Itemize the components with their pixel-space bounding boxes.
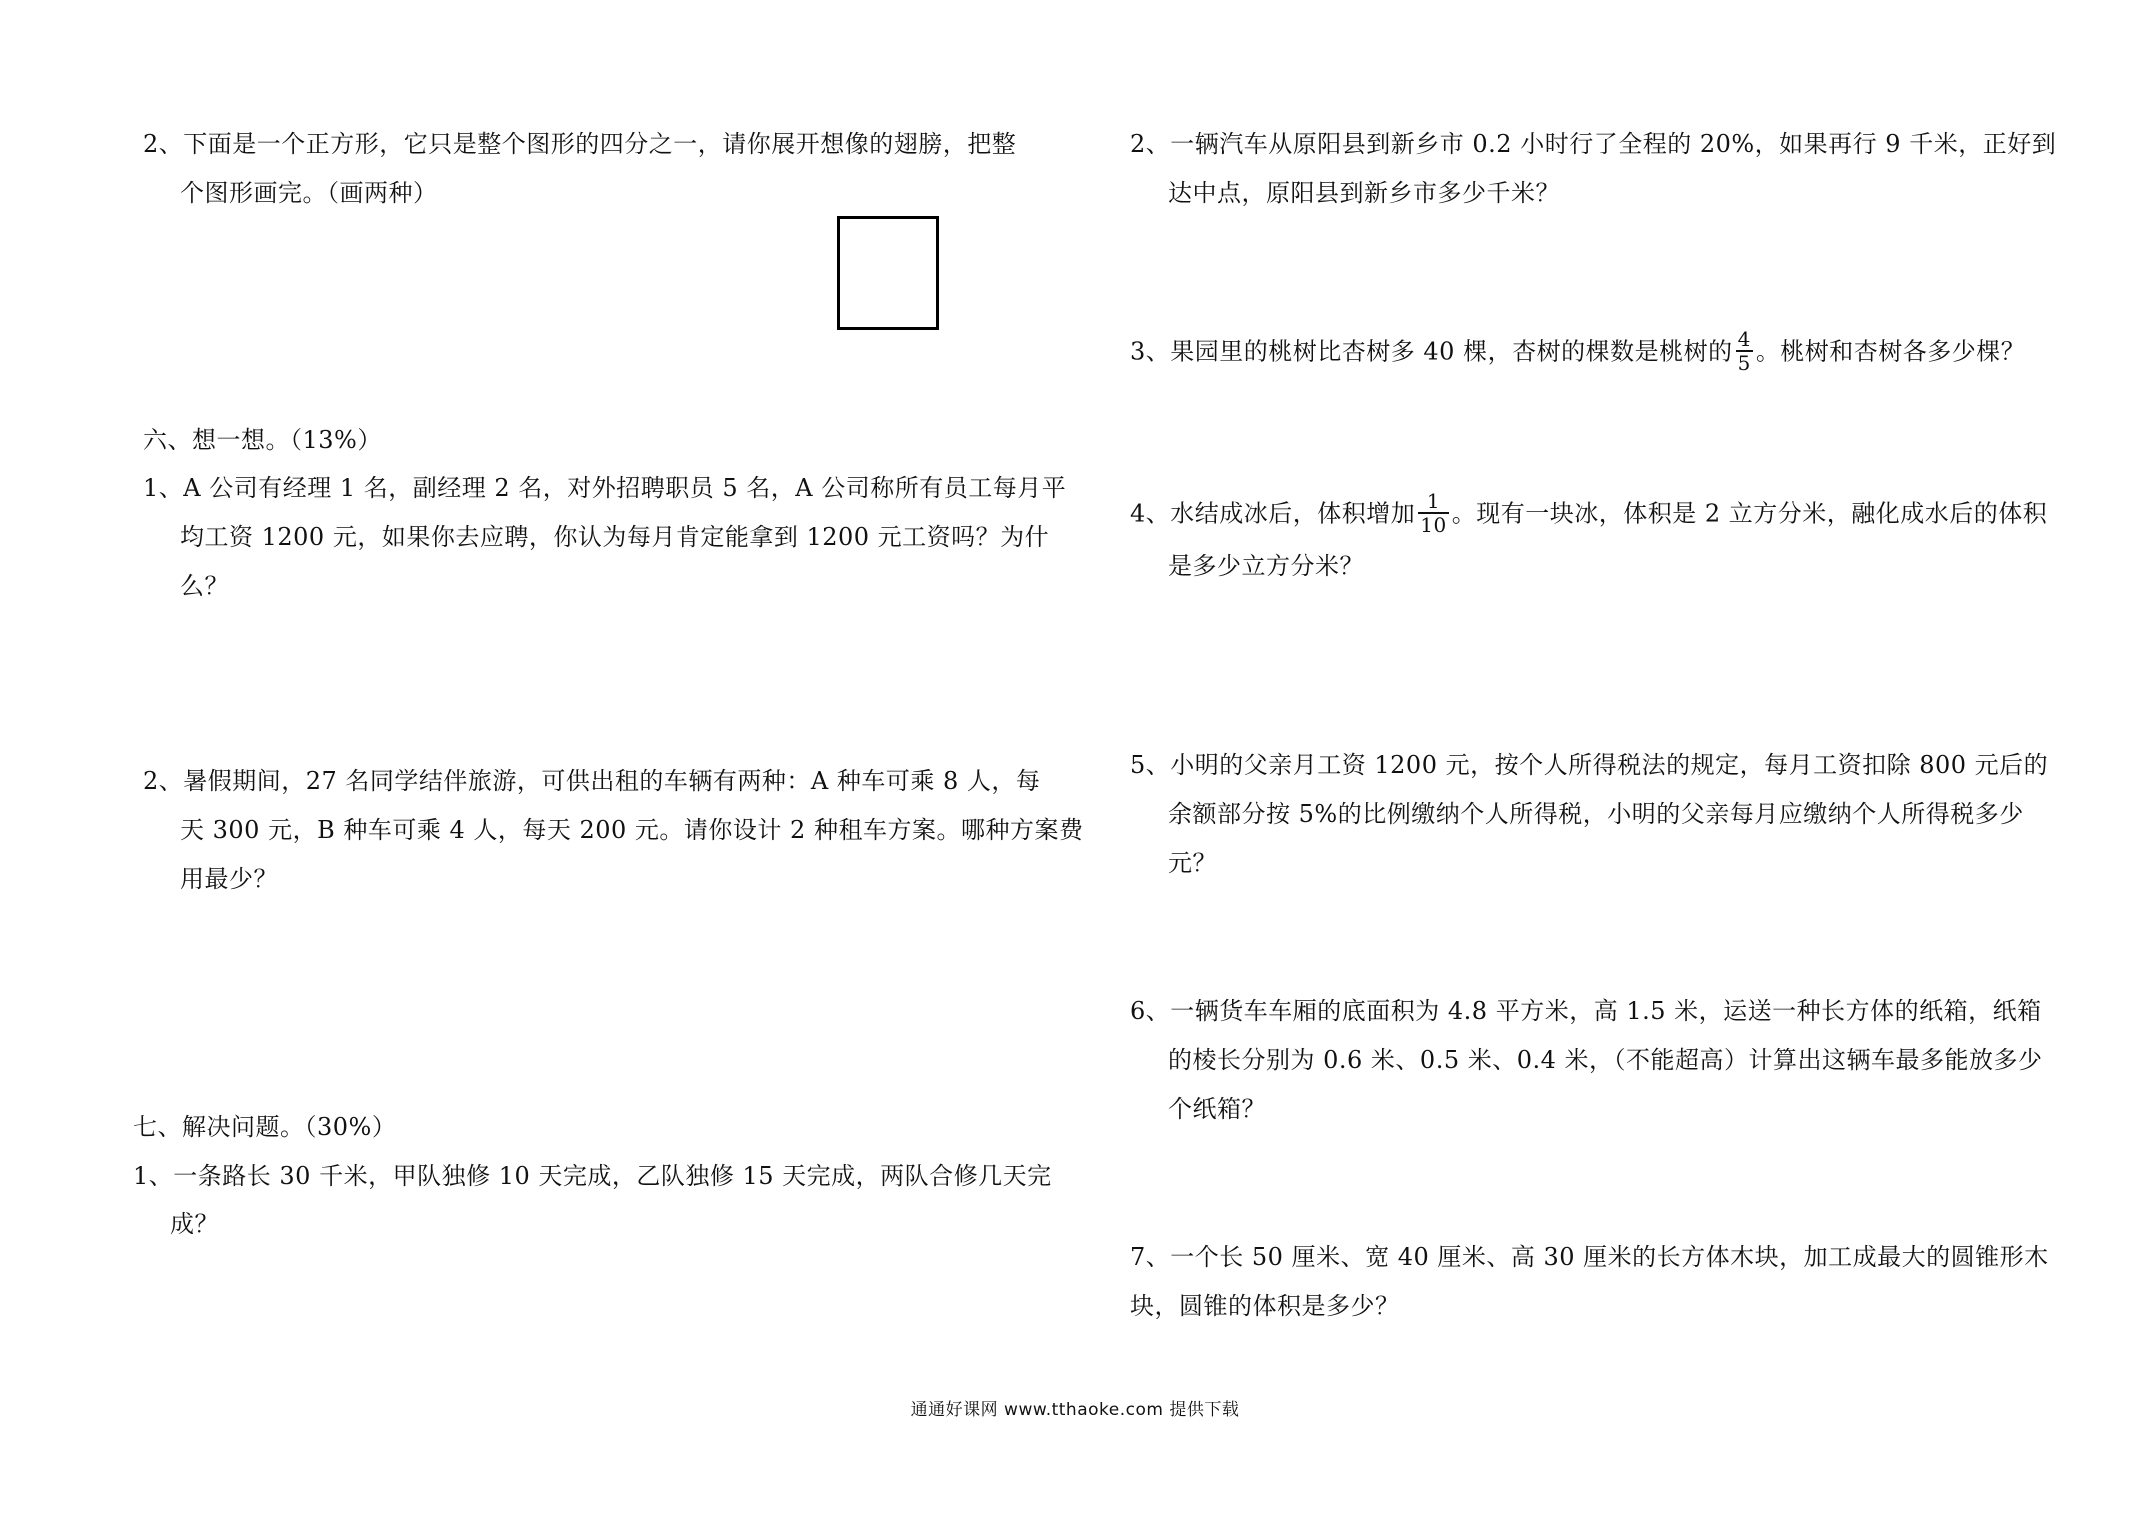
- left-q2-line2: 个图形画完。（画两种）: [180, 179, 438, 207]
- section6-q1-line2: 均工资 1200 元，如果你去应聘，你认为每月肯定能拿到 1200 元工资吗？为什: [180, 523, 1050, 551]
- right-q4-fraction-denominator: 10: [1420, 513, 1447, 537]
- section6-q1-line1: 1、A 公司有经理 1 名，副经理 2 名，对外招聘职员 5 名，A 公司称所有员工每月平: [143, 474, 1067, 502]
- right-q2-line1: 2、一辆汽车从原阳县到新乡市 0.2 小时行了全程的 20%，如果再行 9 千米，正好到: [1130, 130, 2057, 158]
- right-q3-line: [1130, 327, 2026, 376]
- right-q3-fraction-denominator: 5: [1737, 351, 1751, 375]
- right-q5-line2: 余额部分按 5%的比例缴纳个人所得税，小明的父亲每月应缴纳个人所得税多少: [1168, 800, 2024, 828]
- right-q7-line2: 块，圆锥的体积是多少？: [1130, 1292, 1400, 1320]
- right-q4-line1: [1130, 489, 2048, 538]
- right-q5-line1: 5、小明的父亲月工资 1200 元，按个人所得税法的规定，每月工资扣除 800 元后的: [1130, 751, 2049, 779]
- right-q2-line2: 达中点，原阳县到新乡市多少千米？: [1168, 179, 1560, 207]
- right-q6-line2: 的棱长分别为 0.6 米、0.5 米、0.4 米，（不能超高）计算出这辆车最多能放多少: [1168, 1046, 2043, 1074]
- right-q4-text-before: 4、水结成冰后，体积增加: [1130, 499, 1416, 528]
- right-q4-fraction: [1418, 490, 1448, 536]
- right-q3-text-before: 3、果园里的桃树比杏树多 40 棵，杏树的棵数是桃树的: [1130, 337, 1733, 366]
- right-q3-fraction-numerator: 4: [1737, 327, 1751, 351]
- section7-heading: 七、解决问题。（30%）: [133, 1113, 397, 1141]
- right-q4-fraction-numerator: 1: [1418, 490, 1448, 514]
- right-q3-fraction: [1736, 328, 1753, 374]
- right-q3-text-after: 。桃树和杏树各多少棵？: [1755, 337, 2026, 366]
- section6-q2-line1: 2、暑假期间，27 名同学结伴旅游，可供出租的车辆有两种：A 种车可乘 8 人，每: [143, 767, 1041, 795]
- section6-q1-line3: 么？: [180, 572, 229, 600]
- right-q5-line3: 元？: [1168, 849, 1217, 877]
- section6-q2-line3: 用最少？: [180, 865, 278, 893]
- section7-q1-line1: 1、一条路长 30 千米，甲队独修 10 天完成，乙队独修 15 天完成，两队合修几天完: [133, 1162, 1052, 1190]
- right-q7-line1: 7、一个长 50 厘米、宽 40 厘米、高 30 厘米的长方体木块，加工成最大的圆锥形木: [1130, 1243, 2049, 1271]
- left-q2-line1: 2、下面是一个正方形，它只是整个图形的四分之一，请你展开想像的翅膀，把整: [143, 130, 1017, 158]
- page-footer: 通通好课网 www.tthaoke.com 提供下载: [910, 1400, 1240, 1420]
- section6-heading: 六、想一想。（13%）: [143, 426, 382, 454]
- section6-q2-line2: 天 300 元，B 种车可乘 4 人，每天 200 元。请你设计 2 种租车方案。哪种方案费: [180, 816, 1084, 844]
- right-q6-line1: 6、一辆货车车厢的底面积为 4.8 平方米，高 1.5 米，运送一种长方体的纸箱，纸箱: [1130, 997, 2042, 1025]
- quarter-square-figure: [837, 216, 939, 330]
- right-q6-line3: 个纸箱？: [1168, 1095, 1266, 1123]
- right-q4-line2: 是多少立方分米？: [1168, 552, 1364, 580]
- right-q4-text-after: 。现有一块冰，体积是 2 立方分米，融化成水后的体积: [1451, 499, 2048, 528]
- section7-q1-line2: 成？: [170, 1210, 219, 1238]
